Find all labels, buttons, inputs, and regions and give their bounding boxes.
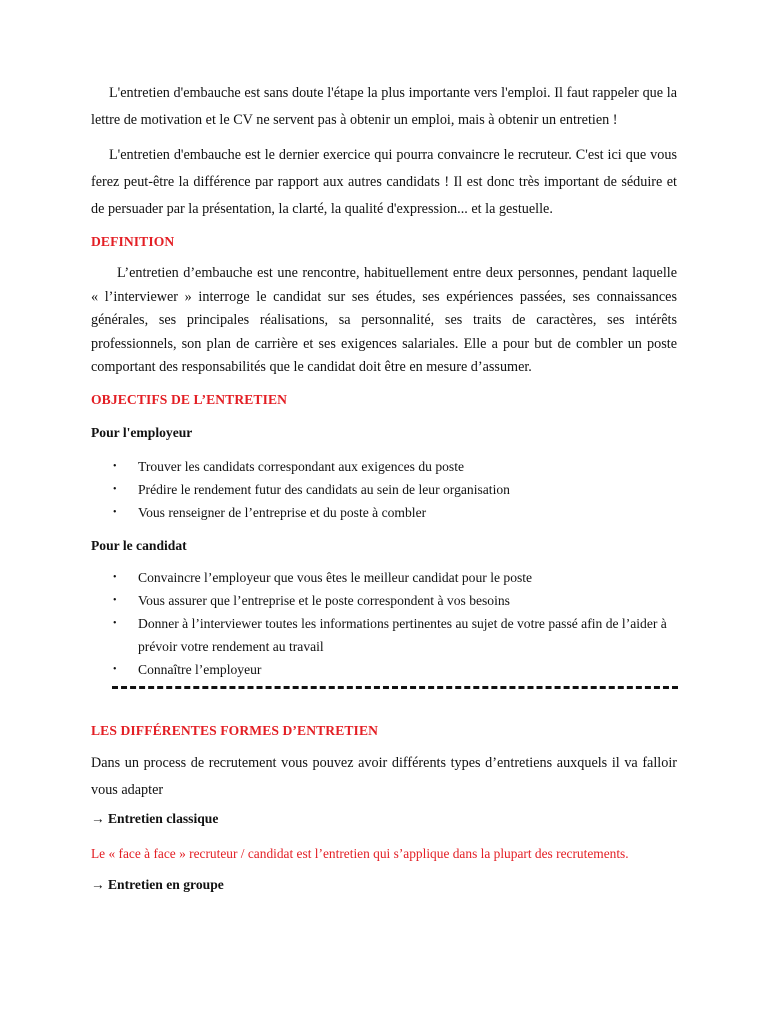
objectifs-heading: OBJECTIFS DE L’ENTRETIEN — [91, 392, 288, 407]
definition-heading: DEFINITION — [91, 234, 175, 249]
list-item: • Vous assurer que l’entreprise et le poste correspondent à vos besoins — [91, 589, 681, 612]
candidat-list — [91, 566, 681, 681]
bullet-icon: • — [113, 572, 117, 583]
list-item: • Convaincre l’employeur que vous êtes le meilleur candidat pour le poste — [91, 566, 681, 589]
formes-intro-paragraph: Dans un process de recrutement vous pouvez avoir différents types d’entretiens auxquels il va falloir vous adapter — [91, 755, 677, 798]
intro-paragraph-2: L'entretien d'embauche est le dernier exercice qui pourra convaincre le recruteur. C'est ici que vous ferez peut-être la différence par rapport aux autres candidats ! Il est donc très important de séduire et de persuader par la présentation, la clarté, la qualité d'expression... et la gestuelle. — [91, 147, 677, 217]
list-item: • Connaître l’employeur — [91, 658, 681, 681]
intro-paragraph-1: L'entretien d'embauche est sans doute l'étape la plus importante vers l'emploi. Il faut rappeler que la lettre de motivation et le CV ne servent pas à obtenir un emploi, mais à obtenir un entretien ! — [91, 85, 677, 128]
list-item: • Donner à l’interviewer toutes les informations pertinentes au sujet de votre passé afin de l’aider à prévoir votre rendement au travail — [91, 612, 681, 658]
dashed-divider — [112, 686, 678, 689]
definition-paragraph: L’entretien d’embauche est une rencontre, habituellement entre deux personnes, pendant laquelle « l’interviewer » interroge le candidat sur ses études, ses expériences passées, ses connaissances générales, ses principales réalisations, sa personnalité, ses traits de caractères, ses intérêts professionnels, son plan de carrière et ses exigences salariales. Elle a pour but de combler un poste comportant des responsabilités que le candidat doit être en mesure d’assumer. — [91, 265, 677, 375]
formes-heading: LES DIFFÉRENTES FORMES D’ENTRETIEN — [91, 723, 379, 738]
entretien-classique-text: Le « face à face » recruteur / candidat est l’entretien qui s’applique dans la plupart des recrutements. — [91, 846, 629, 861]
bullet-icon: • — [113, 507, 117, 518]
list-item: • Trouver les candidats correspondant aux exigences du poste — [91, 455, 681, 478]
bullet-icon: • — [113, 484, 117, 495]
bullet-icon: • — [113, 664, 117, 675]
entretien-groupe-heading: → Entretien en groupe — [91, 877, 224, 892]
employeur-list — [91, 455, 681, 524]
candidat-subheading: Pour le candidat — [91, 538, 187, 553]
bullet-icon: • — [113, 461, 117, 472]
list-item: • Prédire le rendement futur des candidats au sein de leur organisation — [91, 478, 681, 501]
bullet-icon: • — [113, 618, 117, 629]
bullet-icon: • — [113, 595, 117, 606]
employeur-subheading: Pour l'employeur — [91, 425, 193, 440]
entretien-classique-heading: → Entretien classique — [91, 811, 219, 826]
list-item: • Vous renseigner de l’entreprise et du poste à combler — [91, 501, 681, 524]
